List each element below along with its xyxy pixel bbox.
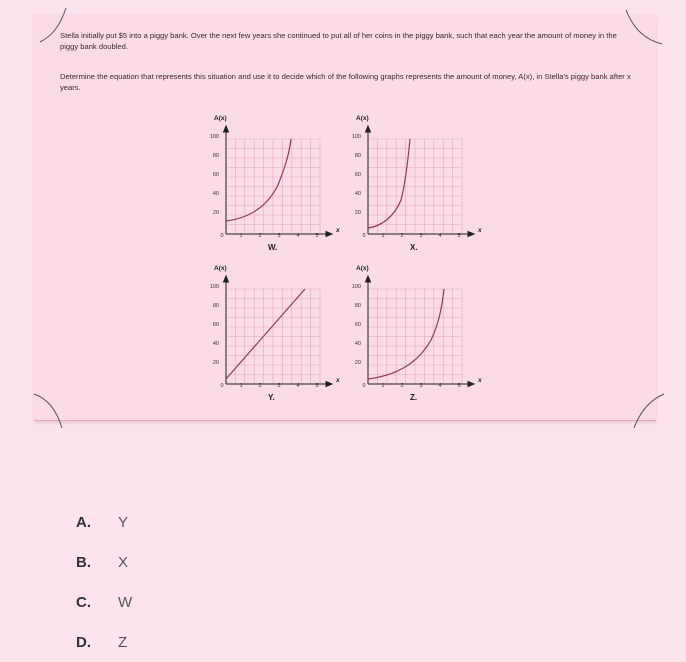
option-letter: A. — [76, 513, 91, 531]
answer-options — [76, 502, 132, 662]
graph-w — [203, 115, 353, 265]
xtick: 2 — [258, 383, 262, 389]
ytick: 20 — [354, 360, 361, 366]
graph-label: W. — [268, 243, 278, 252]
option-letter: B. — [76, 553, 91, 571]
xtick: 0 — [220, 383, 224, 389]
option-b[interactable] — [76, 542, 132, 582]
ytick: 20 — [212, 210, 219, 216]
option-text: Y — [118, 513, 129, 531]
option-text: W — [118, 593, 133, 611]
page-curl-bottom-left — [32, 390, 72, 430]
graph-label: X. — [410, 243, 418, 252]
option-d[interactable] — [76, 622, 132, 662]
ytick: 100 — [209, 284, 219, 290]
question-prompt: Determine the equation that represents this situation and use it to decide which of the following graphs represents the amount of money, A(x), in Stella's piggy bank after x years. — [60, 72, 631, 92]
ytick: 40 — [354, 341, 361, 347]
ytick: 40 — [212, 191, 219, 197]
curve-exponential — [226, 139, 291, 221]
option-letter: C. — [76, 593, 91, 611]
graph-label: Y. — [268, 393, 275, 402]
xtick: 2 — [258, 233, 262, 239]
xtick: 5 — [315, 233, 319, 239]
xtick: 3 — [419, 233, 423, 239]
graph-x — [345, 115, 495, 265]
option-text: X — [118, 553, 129, 571]
ytick: 60 — [354, 322, 361, 328]
grid — [368, 289, 462, 384]
xtick: 0 — [220, 233, 224, 239]
ytick: 20 — [212, 360, 219, 366]
xtick: 4 — [438, 233, 442, 239]
ytick: 80 — [354, 303, 361, 309]
ytick: 60 — [354, 172, 361, 178]
x-variable: x — [478, 227, 482, 234]
ytick: 100 — [351, 134, 361, 140]
ytick: 80 — [212, 153, 219, 159]
page-curl-bottom-right — [626, 390, 666, 430]
page-curl-top-right — [624, 8, 664, 48]
ytick: 40 — [354, 191, 361, 197]
grid — [226, 289, 320, 384]
xtick: 5 — [457, 383, 461, 389]
xtick: 2 — [400, 233, 404, 239]
option-c[interactable] — [76, 582, 132, 622]
question-intro: Stella initially put $5 into a piggy bank. Over the next few years she continued to put all of her coins in the piggy bank, such that each year the amount of money in the piggy bank doubled. — [60, 31, 617, 51]
graph-y-title: A(x) — [356, 265, 369, 272]
xtick: 5 — [457, 233, 461, 239]
xtick: 0 — [362, 383, 366, 389]
x-variable: x — [336, 227, 340, 234]
graph-w-plot — [203, 115, 353, 245]
graph-y-title: A(x) — [214, 115, 227, 122]
xtick: 0 — [362, 233, 366, 239]
ytick: 60 — [212, 322, 219, 328]
graph-y — [203, 265, 353, 415]
xtick: 4 — [296, 383, 300, 389]
curve-exponential — [368, 139, 410, 228]
xtick: 1 — [239, 233, 243, 239]
xtick: 1 — [381, 233, 385, 239]
xtick: 2 — [400, 383, 404, 389]
xtick: 4 — [296, 233, 300, 239]
xtick: 3 — [277, 383, 281, 389]
curve-exponential — [368, 289, 444, 379]
graph-y-title: A(x) — [356, 115, 369, 122]
ytick: 80 — [212, 303, 219, 309]
ytick: 60 — [212, 172, 219, 178]
xtick: 1 — [239, 383, 243, 389]
ytick: 100 — [209, 134, 219, 140]
ytick: 80 — [354, 153, 361, 159]
grid — [368, 139, 462, 234]
graph-y-title: A(x) — [214, 265, 227, 272]
x-variable: x — [478, 377, 482, 384]
xtick: 4 — [438, 383, 442, 389]
graph-y-plot — [203, 265, 353, 395]
ytick: 100 — [351, 284, 361, 290]
graph-label: Z. — [410, 393, 418, 402]
xtick: 3 — [277, 233, 281, 239]
xtick: 3 — [419, 383, 423, 389]
xtick: 1 — [381, 383, 385, 389]
curve-linear — [226, 289, 305, 379]
x-variable: x — [336, 377, 340, 384]
option-letter: D. — [76, 633, 91, 651]
graph-z-plot — [345, 265, 495, 395]
xtick: 5 — [315, 383, 319, 389]
grid — [226, 139, 320, 234]
graph-z — [345, 265, 495, 415]
option-a[interactable] — [76, 502, 132, 542]
ytick: 40 — [212, 341, 219, 347]
option-text: Z — [118, 633, 128, 651]
graph-x-plot — [345, 115, 495, 245]
ytick: 20 — [354, 210, 361, 216]
